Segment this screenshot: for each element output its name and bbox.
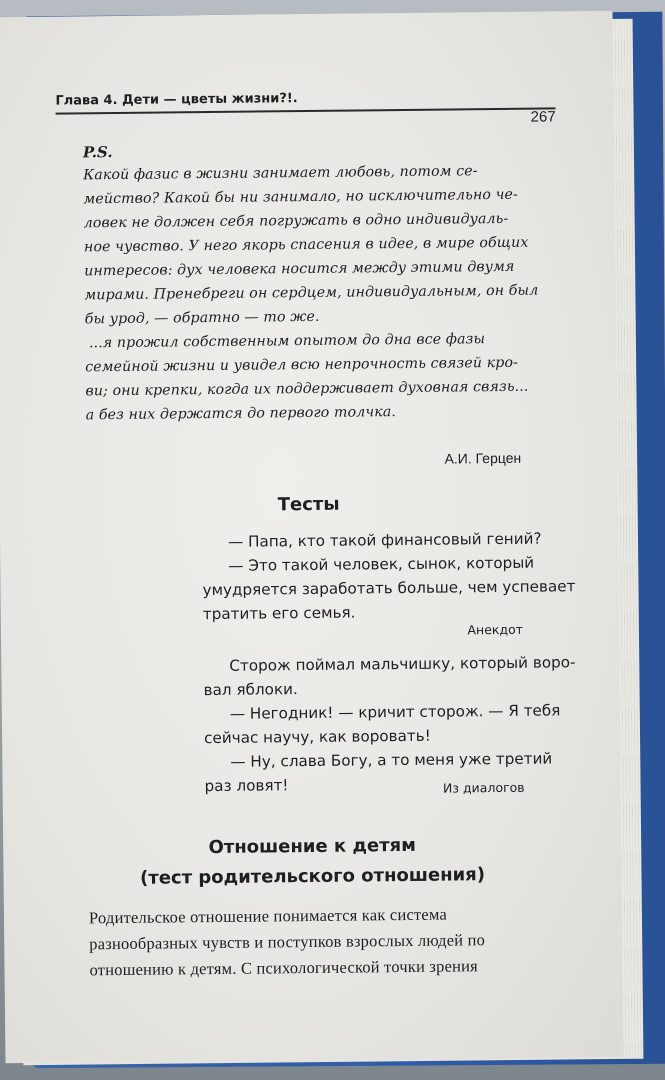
ps-line: мейство? Какой бы ни занимало, но исключительно че- (83, 186, 518, 208)
joke-line: умудряется заработать больше, чем успевает (202, 577, 576, 600)
page-number: 267 (530, 108, 556, 126)
joke-line: вал яблоки. (203, 680, 298, 700)
ps-line: ное чувство. У него якорь спасения в идее, в мире общих (83, 234, 529, 256)
ps-line: интересов: дух человека носится между этими двумя (84, 258, 515, 280)
running-head (55, 79, 556, 126)
section-subtitle: (тест родительского отношения) (140, 864, 486, 889)
ps-line: бы урод, — обратно — то же. (84, 308, 320, 328)
body-line: разнообразных чувств и поступков взрослых людей по (89, 930, 486, 954)
joke-source: Анекдот (467, 621, 524, 638)
body-line: отношению к детям. С психологической точки зрения (89, 956, 479, 980)
joke-line: — Папа, кто такой финансовый гений? (227, 529, 542, 551)
joke-line: тратить его семья. (202, 603, 356, 624)
ps-line: а без них держатся до первого толчка. (85, 404, 397, 424)
ps-line: ловек не должен себя погружать в одно индивидуаль- (83, 210, 509, 232)
ps-line: мирами. Пренебреги он сердцем, индивидуальным, он был (84, 282, 539, 304)
ps-signature: А.И. Герцен (444, 449, 522, 467)
chapter-title: Глава 4. Дети — цветы жизни?!. (55, 91, 298, 109)
joke-line: — Ну, слава Богу, а то меня уже третий (230, 749, 553, 771)
book-page (0, 11, 623, 1063)
ps-line: Какой фазис в жизни занимает любовь, потом се- (83, 163, 478, 184)
joke-source: Из диалогов (442, 779, 525, 796)
section-title: Отношение к детям (208, 834, 417, 859)
ps-label: P.S. (82, 143, 113, 162)
ps-line: ви; они крепки, когда их поддерживает духовная связь... (85, 378, 529, 400)
joke-line: — Это такой человек, сынок, который (228, 553, 535, 575)
joke-line: Сторож поймал мальчишку, который воро- (229, 653, 576, 675)
joke-line: — Негодник! — кричит сторож. — Я тебя (229, 701, 561, 723)
ps-line: семейной жизни и увидел всю непрочность связей кро- (85, 354, 519, 376)
body-line: Родительское отношение понимается как система (88, 904, 448, 928)
joke-line: сейчас научу, как воровать! (204, 726, 431, 748)
tests-heading: Тесты (277, 493, 340, 516)
ps-line: ...я прожил собственным опытом до дна все фазы (88, 331, 486, 352)
ps-block (83, 138, 561, 427)
joke-line: раз ловят! (204, 776, 289, 796)
